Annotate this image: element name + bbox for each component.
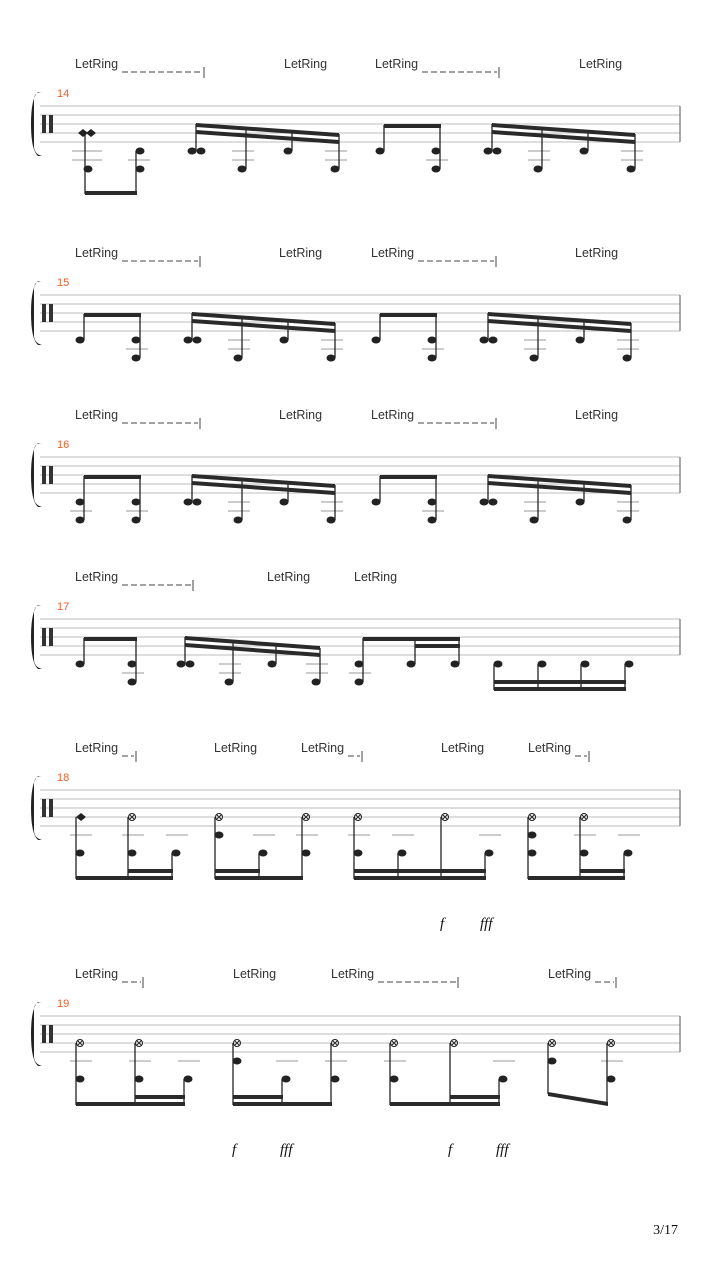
note-group [70,1040,200,1107]
note-group [548,1040,624,1107]
note-group [76,313,149,362]
note-group [184,312,344,362]
measure-number: 15 [57,277,70,289]
note-group [188,123,348,173]
note-group [348,814,501,881]
note-group [372,475,445,524]
letring-label: LetRing [331,967,375,981]
letring-label: LetRing [75,967,119,981]
note-group [376,124,449,173]
note-group [384,1040,515,1107]
measure-number: 14 [57,88,70,100]
letring-label: LetRing [579,57,623,71]
measure-number: 18 [57,772,70,784]
note-group [184,474,344,524]
system-17 [31,570,680,691]
letring-label: LetRing [528,741,572,755]
letring-label: LetRing [371,246,415,260]
letring-label: LetRing [301,741,345,755]
letring-label: LetRing [279,408,323,422]
note-group [233,1040,348,1107]
dynamic-marking: f [440,916,445,932]
system-18 [31,741,680,932]
letring-label: LetRing [575,408,619,422]
letring-label: LetRing [371,408,415,422]
note-group [484,123,644,173]
letring-label: LetRing [267,570,311,584]
letring-label: LetRing [75,57,119,71]
note-group [70,813,188,880]
letring-label: LetRing [375,57,419,71]
note-group [70,475,148,524]
letring-label: LetRing [214,741,258,755]
dynamic-marking: f [232,1142,237,1158]
measure-number: 17 [57,601,70,613]
note-group [215,814,319,881]
letring-label: LetRing [75,408,119,422]
letring-label: LetRing [233,967,277,981]
page-number: 3/17 [653,1223,678,1238]
note-group [76,637,145,686]
measure-number: 16 [57,439,70,451]
letring-label: LetRing [548,967,592,981]
note-group [480,312,640,362]
dynamic-marking: f [448,1142,453,1158]
system-15 [31,246,680,362]
letring-label: LetRing [441,741,485,755]
letring-label: LetRing [75,570,119,584]
system-16 [31,408,680,524]
letring-label: LetRing [75,741,119,755]
letring-label: LetRing [575,246,619,260]
dynamic-marking: fff [480,916,493,932]
letring-label: LetRing [75,246,119,260]
note-group [177,636,329,686]
letring-label: LetRing [279,246,323,260]
note-group [349,637,460,686]
dynamic-marking: fff [280,1142,293,1158]
note-group [494,661,634,692]
letring-label: LetRing [354,570,398,584]
measure-number: 19 [57,998,70,1010]
note-group [480,474,640,524]
letring-label: LetRing [284,57,328,71]
dynamic-marking: fff [496,1142,509,1158]
note-group [72,129,150,195]
system-14 [31,57,680,195]
note-group [528,814,641,881]
system-19 [31,967,680,1158]
staff [40,1016,680,1052]
note-group [372,313,445,362]
